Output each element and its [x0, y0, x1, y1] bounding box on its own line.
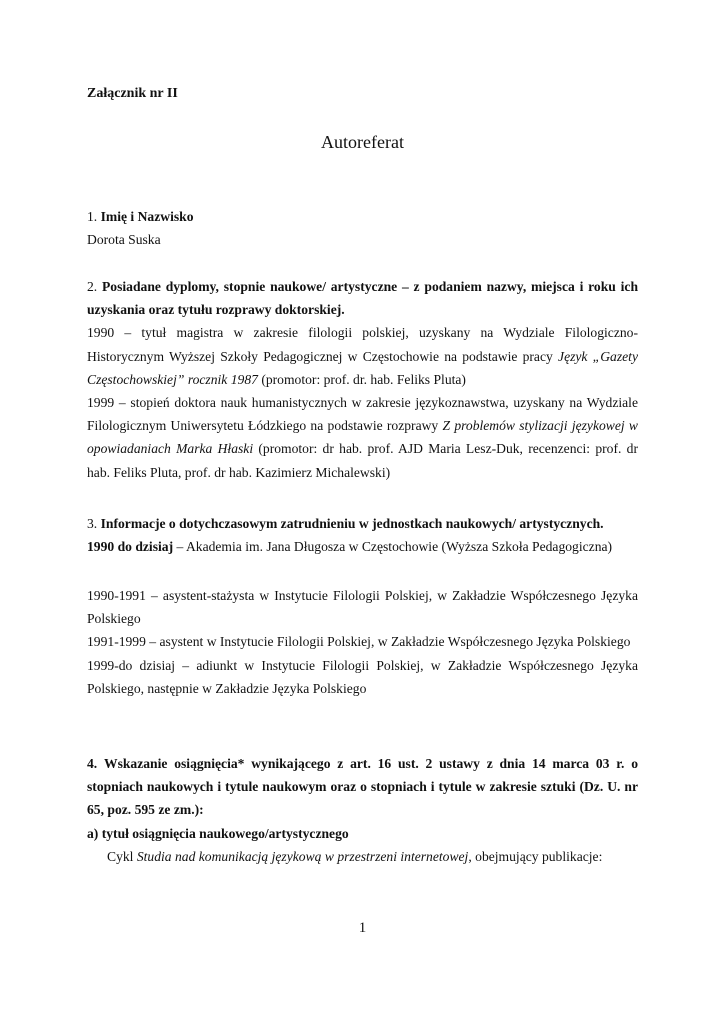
section-name — [87, 205, 638, 251]
degree-text: 1999 – stopień doktora nauk humanistycznych w zakresie językoznawstwa, uzyskany na Wydziale Filologicznym Uniwersytetu Łódzkiego na podstawie rozprawy — [87, 395, 638, 434]
section-diplomas — [87, 275, 638, 484]
section-heading — [87, 512, 638, 535]
section-number: 4. — [87, 756, 98, 771]
author-name: Dorota Suska — [87, 232, 161, 248]
position-item: 1999-do dzisiaj – adiunkt w Instytucie Filologii Polskiej, w Zakładzie Współczesnego Języka Polskiego, następnie w Zakładzie Języka Polskiego — [87, 657, 638, 696]
section-employment — [87, 512, 638, 558]
achievement-cycle — [87, 845, 638, 868]
section-number: 3. — [87, 516, 98, 531]
employment-institution: – Akademia im. Jana Długosza w Częstochowie (Wyższa Szkoła Pedagogiczna) — [173, 539, 613, 555]
section-title: Imię i Nazwisko — [100, 209, 194, 224]
degree-supervisor: (promotor: dr hab. prof. AJD Maria Lesz-Duk, recenzenci: prof. dr hab. Feliks Pluta, prof. dr hab. Kazimierz Michalewski) — [87, 441, 638, 480]
positions-list — [87, 584, 638, 700]
annex-label: Załącznik nr II — [87, 86, 178, 101]
employment-period: 1990 do dzisiaj — [87, 539, 174, 555]
section-title: Posiadane dyplomy, stopnie naukowe/ artystyczne – z podaniem nazwy, miejsca i roku ich uzyskania oraz tytułu rozprawy doktorskiej. — [87, 279, 639, 318]
section-number: 1. — [87, 209, 98, 224]
page-number: 1 — [358, 920, 367, 936]
document-title: Autoreferat — [321, 132, 404, 152]
section-title: Wskazanie osiągnięcia* wynikającego z art. 16 ust. 2 ustawy z dnia 14 marca 03 r. o stopniach naukowych i tytule naukowym oraz o stopniach i tytule w zakresie sztuki (Dz. U. nr 65, poz. 595 ze zm.): — [87, 756, 638, 818]
section-achievement — [87, 752, 638, 868]
position-item: 1990-1991 – asystent-stażysta w Instytucie Filologii Polskiej, w Zakładzie Współczesnego Języka Polskiego — [87, 588, 638, 627]
degree-supervisor: (promotor: prof. dr. hab. Feliks Pluta) — [257, 371, 466, 387]
degree-doctor — [87, 391, 638, 484]
position-item: 1991-1999 – asystent w Instytucie Filologii Polskiej, w Zakładzie Współczesnego Języka Polskiego — [87, 634, 631, 650]
cycle-suffix: , obejmujący publikacje: — [468, 848, 603, 864]
section-heading — [87, 275, 638, 321]
section-number: 2. — [87, 279, 98, 294]
thesis-title: Z problemów stylizacji językowej w opowiadaniach Marka Hłaski — [87, 418, 638, 457]
thesis-title: Język „Gazety Częstochowskiej” rocznik 1987 — [87, 348, 638, 387]
cycle-title: Studia nad komunikacją językową w przestrzeni internetowej — [136, 848, 469, 864]
section-heading — [87, 752, 638, 822]
degree-text: 1990 – tytuł magistra w zakresie filologii polskiej, uzyskany na Wydziale Filologiczno-Historycznym Wyższej Szkoły Pedagogicznej w Częstochowie na podstawie pracy — [87, 325, 638, 364]
current-employment — [87, 535, 638, 558]
achievement-subheading: a) tytuł osiągnięcia naukowego/artystycznego — [87, 825, 349, 841]
cycle-prefix: Cykl — [107, 848, 137, 864]
section-title: Informacje o dotychczasowym zatrudnieniu w jednostkach naukowych/ artystycznych. — [100, 516, 604, 531]
degree-master — [87, 321, 638, 391]
section-heading — [87, 205, 638, 228]
